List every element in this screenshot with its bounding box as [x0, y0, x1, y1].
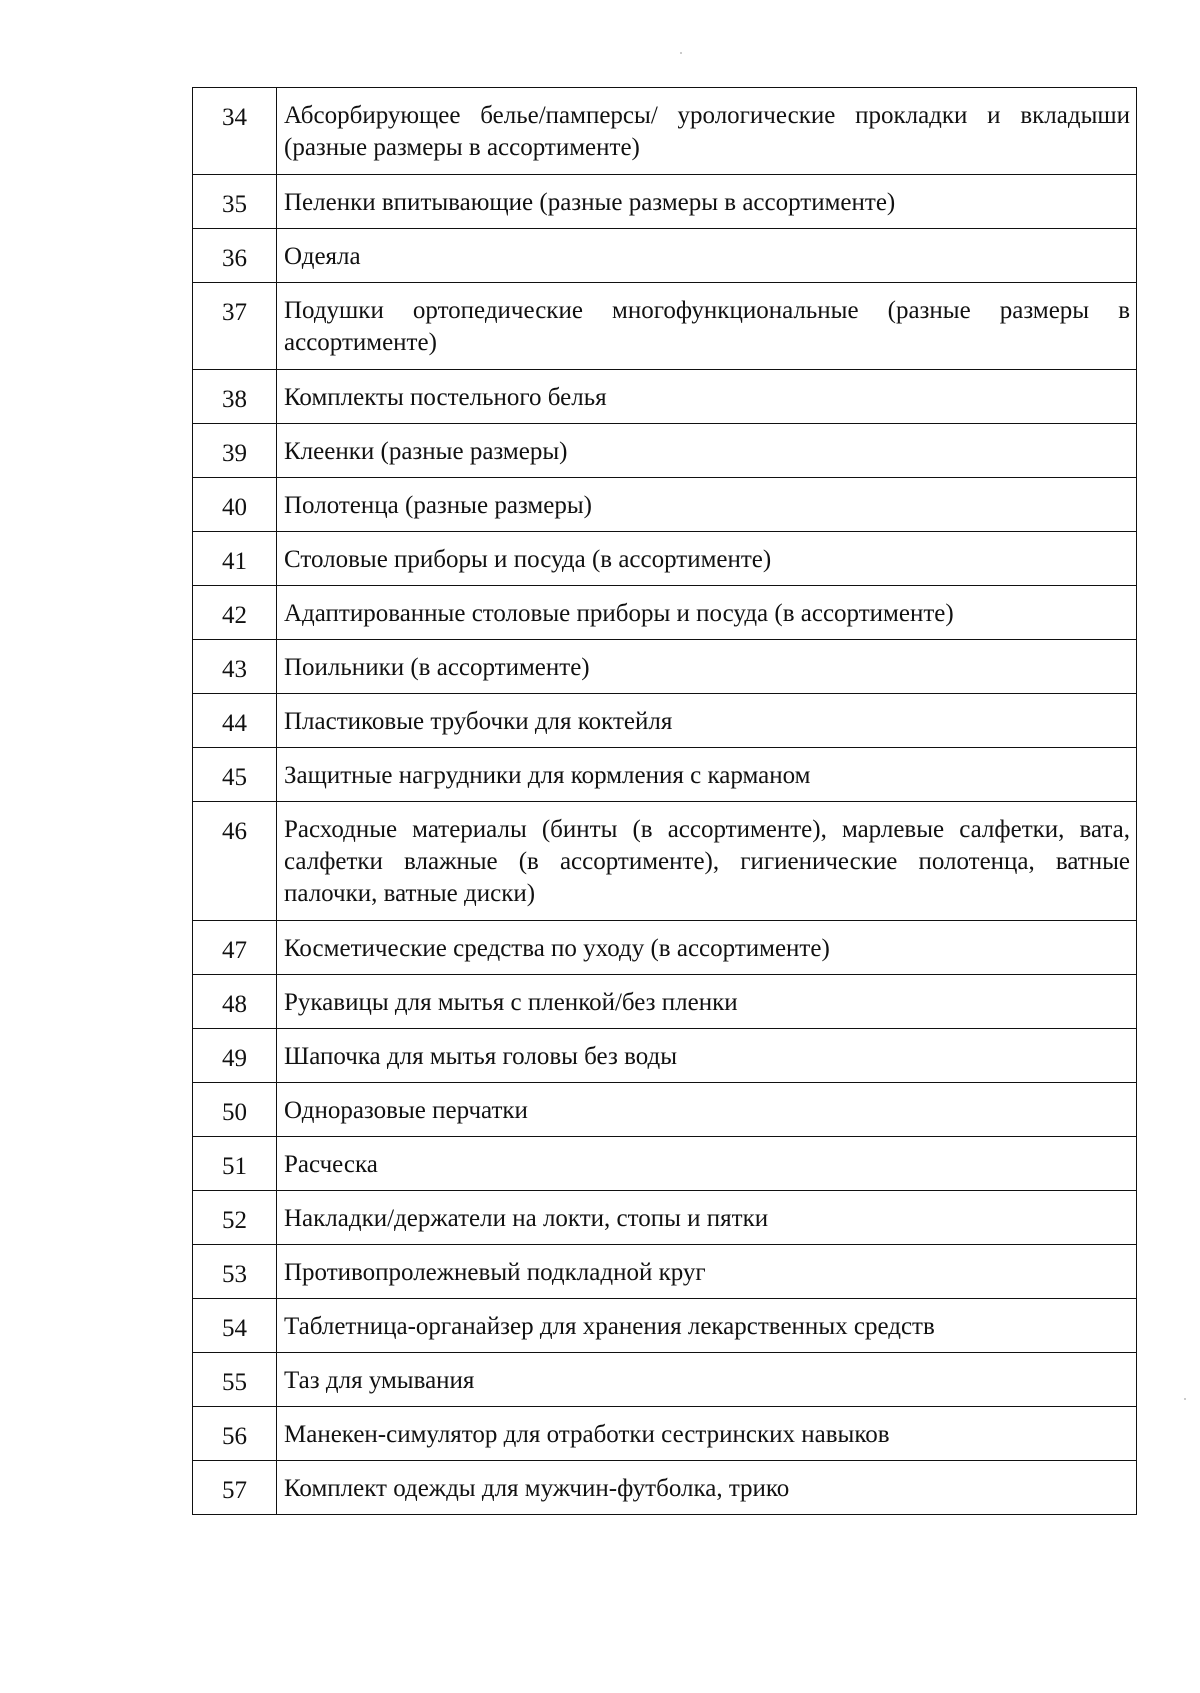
- row-number: 49: [193, 1029, 277, 1083]
- item-name: Комплекты постельного белья: [277, 370, 1137, 424]
- table-row: [193, 175, 1137, 229]
- table-row: [193, 694, 1137, 748]
- table-row: [193, 1245, 1137, 1299]
- row-number: 47: [193, 921, 277, 975]
- table-row: [193, 1299, 1137, 1353]
- table-row: [193, 802, 1137, 921]
- item-name: Накладки/держатели на локти, стопы и пятки: [277, 1191, 1137, 1245]
- scan-speck: [680, 52, 682, 54]
- item-name: Столовые приборы и посуда (в ассортименте): [277, 532, 1137, 586]
- item-name: Клеенки (разные размеры): [277, 424, 1137, 478]
- row-number: 46: [193, 802, 277, 921]
- row-number: 55: [193, 1353, 277, 1407]
- item-name: Одеяла: [277, 229, 1137, 283]
- item-name: Таблетница-органайзер для хранения лекарственных средств: [277, 1299, 1137, 1353]
- row-number: 43: [193, 640, 277, 694]
- row-number: 39: [193, 424, 277, 478]
- row-number: 45: [193, 748, 277, 802]
- item-name: Подушки ортопедические многофункциональные (разные размеры в ассортименте): [277, 283, 1137, 370]
- table-row: [193, 1353, 1137, 1407]
- item-name: Противопролежневый подкладной круг: [277, 1245, 1137, 1299]
- row-number: 36: [193, 229, 277, 283]
- table-row: [193, 975, 1137, 1029]
- table-row: [193, 283, 1137, 370]
- item-name: Шапочка для мытья головы без воды: [277, 1029, 1137, 1083]
- row-number: 56: [193, 1407, 277, 1461]
- row-number: 54: [193, 1299, 277, 1353]
- row-number: 44: [193, 694, 277, 748]
- scan-speck: [1184, 1398, 1186, 1400]
- table-row: [193, 921, 1137, 975]
- row-number: 41: [193, 532, 277, 586]
- table-row: [193, 229, 1137, 283]
- item-name: Манекен-симулятор для отработки сестринских навыков: [277, 1407, 1137, 1461]
- table-row: [193, 640, 1137, 694]
- table-row: [193, 478, 1137, 532]
- item-name: Полотенца (разные размеры): [277, 478, 1137, 532]
- table-row: [193, 586, 1137, 640]
- table-row: [193, 1407, 1137, 1461]
- item-name: Косметические средства по уходу (в ассортименте): [277, 921, 1137, 975]
- item-name: Адаптированные столовые приборы и посуда (в ассортименте): [277, 586, 1137, 640]
- table-row: [193, 532, 1137, 586]
- item-name: Абсорбирующее белье/памперсы/ урологические прокладки и вкладыши (разные размеры в ассортименте): [277, 88, 1137, 175]
- row-number: 57: [193, 1461, 277, 1515]
- item-name: Комплект одежды для мужчин-футболка, трико: [277, 1461, 1137, 1515]
- table-row: [193, 748, 1137, 802]
- item-name: Поильники (в ассортименте): [277, 640, 1137, 694]
- row-number: 37: [193, 283, 277, 370]
- table-row: [193, 88, 1137, 175]
- item-name: Пластиковые трубочки для коктейля: [277, 694, 1137, 748]
- item-name: Пеленки впитывающие (разные размеры в ассортименте): [277, 175, 1137, 229]
- table-row: [193, 1083, 1137, 1137]
- row-number: 51: [193, 1137, 277, 1191]
- row-number: 40: [193, 478, 277, 532]
- item-name: Таз для умывания: [277, 1353, 1137, 1407]
- row-number: 53: [193, 1245, 277, 1299]
- row-number: 52: [193, 1191, 277, 1245]
- row-number: 42: [193, 586, 277, 640]
- row-number: 48: [193, 975, 277, 1029]
- row-number: 35: [193, 175, 277, 229]
- row-number: 50: [193, 1083, 277, 1137]
- item-name: Одноразовые перчатки: [277, 1083, 1137, 1137]
- table-row: [193, 1191, 1137, 1245]
- table-row: [193, 424, 1137, 478]
- row-number: 38: [193, 370, 277, 424]
- row-number: 34: [193, 88, 277, 175]
- table-row: [193, 1461, 1137, 1515]
- item-name: Расческа: [277, 1137, 1137, 1191]
- table-row: [193, 1137, 1137, 1191]
- table-row: [193, 1029, 1137, 1083]
- items-table: [192, 87, 1137, 1515]
- item-name: Защитные нагрудники для кормления с карманом: [277, 748, 1137, 802]
- item-name: Рукавицы для мытья с пленкой/без пленки: [277, 975, 1137, 1029]
- table-row: [193, 370, 1137, 424]
- item-name: Расходные материалы (бинты (в ассортименте), марлевые салфетки, вата, салфетки влажные (в ассортименте), гигиенические полотенца, ватные палочки, ватные диски): [277, 802, 1137, 921]
